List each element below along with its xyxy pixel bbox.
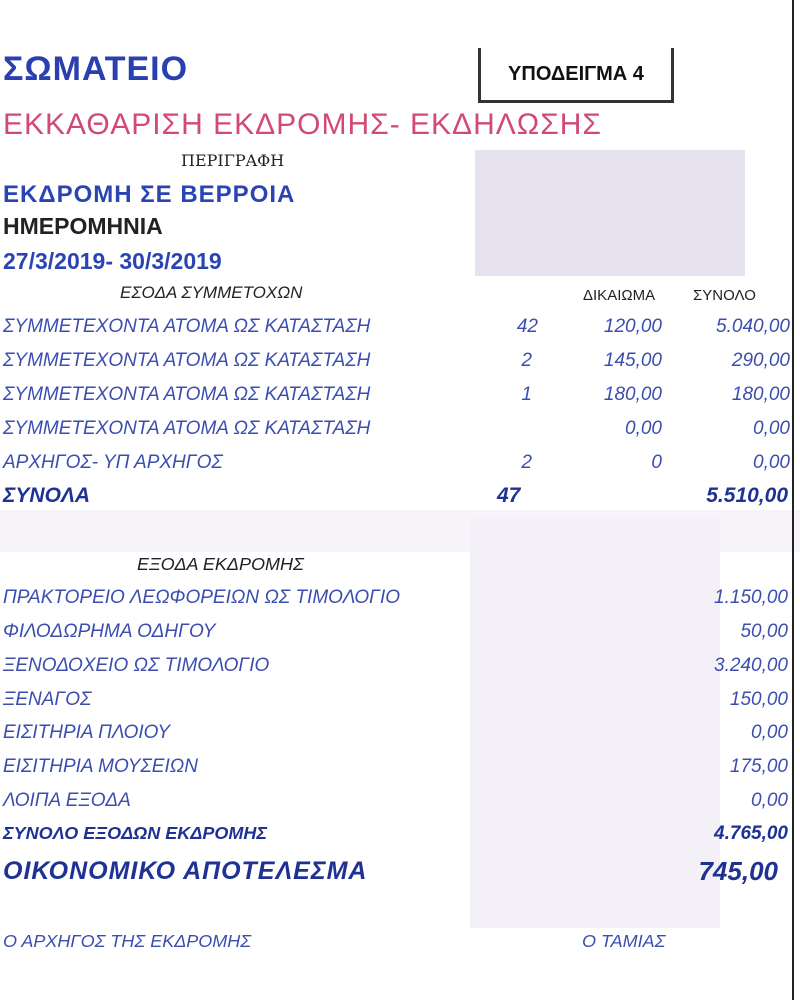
- income-row-fee: 145,00: [603, 350, 662, 371]
- document-subtitle: ΕΚΚΑΘΑΡΙΣΗ ΕΚΔΡΟΜΗΣ- ΕΚΔΗΛΩΣΗΣ: [3, 108, 602, 141]
- expenses-total-value: 4.765,00: [714, 823, 788, 844]
- income-totals-sum: 5.510,00: [706, 484, 788, 507]
- expense-row-amount: 1.150,00: [714, 587, 788, 608]
- income-row-count: 1: [521, 384, 532, 405]
- income-row-label: ΣΥΜΜΕΤΕΧΟΝΤΑ ΑΤΟΜΑ ΩΣ ΚΑΤΑΣΤΑΣΗ: [3, 316, 371, 337]
- total-column-header: ΣΥΝΟΛΟ: [693, 287, 756, 304]
- template-stamp: [478, 48, 674, 103]
- income-row-count: 2: [521, 350, 532, 371]
- leader-signature-label: Ο ΑΡΧΗΓΟΣ ΤΗΣ ΕΚΔΡΟΜΗΣ: [3, 931, 252, 951]
- expense-row-label: ΞΕΝΟΔΟΧΕΙΟ ΩΣ ΤΙΜΟΛΟΓΙΟ: [3, 655, 270, 676]
- description-label: ΠΕΡΙΓΡΑΦΗ: [181, 151, 285, 170]
- page-edge-line: [792, 0, 794, 1000]
- income-row-label: ΣΥΜΜΕΤΕΧΟΝΤΑ ΑΤΟΜΑ ΩΣ ΚΑΤΑΣΤΑΣΗ: [3, 350, 371, 371]
- expense-row-amount: 50,00: [740, 621, 788, 642]
- income-row-total: 5.040,00: [716, 316, 790, 337]
- income-row-fee: 0: [651, 452, 662, 473]
- expense-row-label: ΕΙΣΙΤΗΡΙΑ ΠΛΟΙΟΥ: [3, 722, 171, 743]
- expense-row-amount: 0,00: [751, 722, 788, 743]
- income-row-label: ΣΥΜΜΕΤΕΧΟΝΤΑ ΑΤΟΜΑ ΩΣ ΚΑΤΑΣΤΑΣΗ: [3, 418, 371, 439]
- income-row-fee: 0,00: [625, 418, 662, 439]
- income-heading: ΕΣΟΔΑ ΣΥΜΜΕΤΟΧΩΝ: [120, 283, 303, 302]
- income-row-total: 0,00: [753, 452, 790, 473]
- income-row-label: ΣΥΜΜΕΤΕΧΟΝΤΑ ΑΤΟΜΑ ΩΣ ΚΑΤΑΣΤΑΣΗ: [3, 384, 371, 405]
- expenses-total-label: ΣΥΝΟΛΟ ΕΞΟΔΩΝ ΕΚΔΡΟΜΗΣ: [3, 823, 267, 843]
- income-row-fee: 180,00: [603, 384, 662, 405]
- expenses-heading: ΕΞΟΔΑ ΕΚΔΡΟΜΗΣ: [137, 554, 304, 574]
- income-totals-label: ΣΥΝΟΛΑ: [3, 484, 91, 507]
- financial-result-value: 745,00: [698, 856, 778, 886]
- income-row-count: 2: [521, 452, 532, 473]
- expense-row-label: ΕΙΣΙΤΗΡΙΑ ΜΟΥΣΕΙΩΝ: [3, 756, 198, 777]
- expense-row-label: ΦΙΛΟΔΩΡΗΜΑ ΟΔΗΓΟΥ: [3, 621, 216, 642]
- income-row-total: 290,00: [731, 350, 790, 371]
- expense-row-amount: 3.240,00: [714, 655, 788, 676]
- income-row-label: ΑΡΧΗΓΟΣ- ΥΠ ΑΡΧΗΓΟΣ: [3, 452, 223, 473]
- expense-row-label: ΞΕΝΑΓΟΣ: [3, 689, 92, 710]
- trip-dates: 27/3/2019- 30/3/2019: [3, 248, 222, 274]
- expense-row-amount: 150,00: [729, 689, 788, 710]
- income-row-total: 0,00: [753, 418, 790, 439]
- expense-row-label: ΛΟΙΠΑ ΕΞΟΔΑ: [3, 790, 131, 811]
- income-totals-count: 47: [497, 484, 521, 507]
- template-stamp-label: ΥΠΟΔΕΙΓΜΑ 4: [508, 62, 644, 85]
- income-row-count: 42: [516, 316, 538, 337]
- trip-name: ΕΚΔΡΟΜΗ ΣΕ ΒΕΡΡΟΙΑ: [3, 181, 296, 208]
- expense-row-amount: 0,00: [751, 790, 788, 811]
- financial-result-label: ΟΙΚΟΝΟΜΙΚΟ ΑΠΟΤΕΛΕΣΜΑ: [3, 857, 368, 885]
- organization-title: ΣΩΜΑΤΕΙΟ: [3, 50, 189, 88]
- fee-column-header: ΔΙΚΑΙΩΜΑ: [583, 287, 656, 304]
- expense-row-amount: 175,00: [729, 756, 788, 777]
- income-row-total: 180,00: [731, 384, 790, 405]
- income-row-fee: 120,00: [603, 316, 662, 337]
- expense-row-label: ΠΡΑΚΤΟΡΕΙΟ ΛΕΩΦΟΡΕΙΩΝ ΩΣ ΤΙΜΟΛΟΓΙΟ: [3, 587, 401, 608]
- treasurer-signature-label: Ο ΤΑΜΙΑΣ: [582, 931, 666, 951]
- faded-background-block: [475, 150, 745, 276]
- faded-background-block: [470, 518, 720, 928]
- date-label: ΗΜΕΡΟΜΗΝΙΑ: [3, 213, 163, 239]
